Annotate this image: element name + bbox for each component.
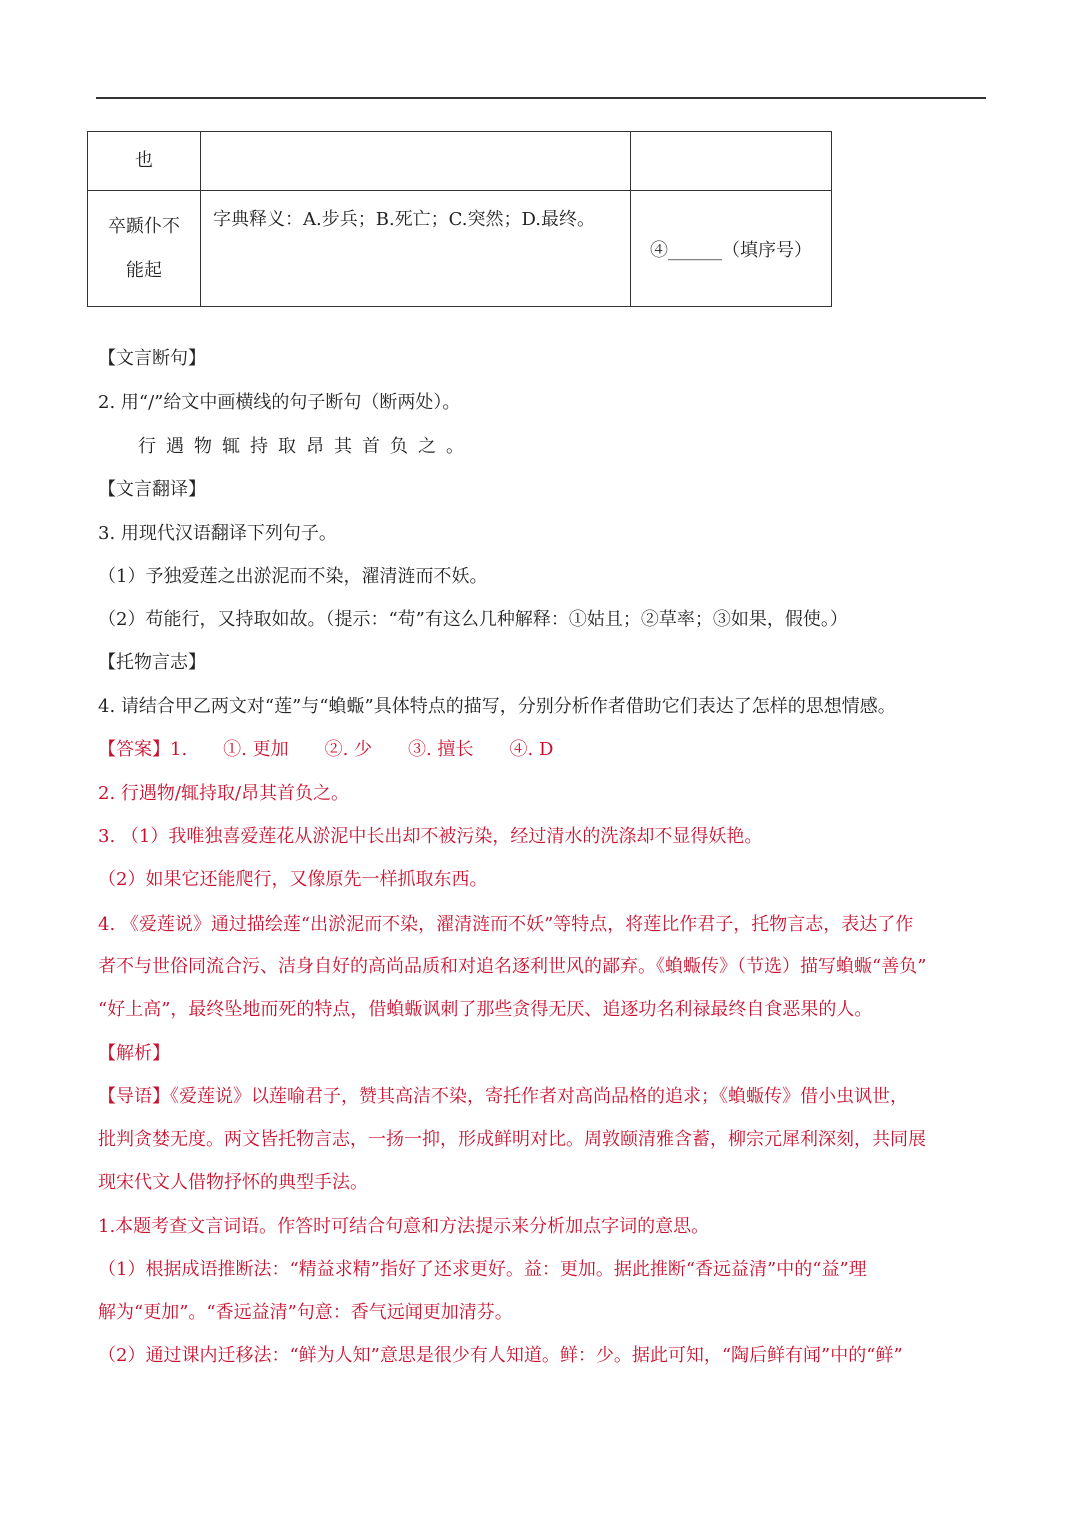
intro-line-2: 批判贪婪无度。两文皆托物言志，一扬一抑，形成鲜明对比。周敦颐清雅含蓄，柳宗元犀利深刻，共同展	[98, 1129, 926, 1150]
analysis-heading: 【解析】	[98, 1043, 170, 1064]
header-rule	[96, 97, 986, 99]
intro-line-1: 【导语】《爱莲说》以莲喻君子，赞其高洁不染，寄托作者对高尚品格的追求；《蝜蝂传》借小虫讽世，	[98, 1086, 908, 1107]
sentence-to-punctuate: 行遇物辄持取昂其首负之。	[138, 436, 474, 457]
answer-2: 2. 行遇物/辄持取/昂其首负之。	[98, 783, 350, 804]
question-3-2: （2）苟能行，又持取如故。（提示：“苟”有这么几种解释：①姑且；②草率；③如果，假使。）	[98, 609, 848, 630]
analysis-1-2-line-1: （2）通过课内迁移法：“鲜为人知”意思是很少有人知道。鲜：少。据此可知，“陶后鲜有闻”中的“鲜”	[98, 1345, 903, 1366]
table-cell-definition: 字典释义：A.步兵；B.死亡；C.突然；D.最终。	[201, 191, 631, 307]
table-cell-answer	[631, 132, 832, 191]
question-3-1: （1）予独爱莲之出淤泥而不染，濯清涟而不妖。	[98, 566, 488, 587]
analysis-1-1-line-1: （1）根据成语推断法：“精益求精”指好了还求更好。益：更加。据此推断“香远益清”中的“益”理	[98, 1259, 867, 1280]
question-3: 3. 用现代汉语翻译下列句子。	[98, 523, 337, 544]
table-row	[88, 132, 832, 191]
table-cell-answer: ④______（填序号）	[631, 191, 832, 307]
answer-3-1: 3. （1）我唯独喜爱莲花从淤泥中长出却不被污染，经过清水的洗涤却不显得妖艳。	[98, 826, 763, 847]
analysis-1-1-line-2: 解为“更加”。“香远益清”句意：香气远闻更加清芬。	[98, 1302, 513, 1323]
table-cell-word: 也	[88, 132, 201, 191]
analysis-1: 1.本题考查文言词语。作答时可结合句意和方法提示来分析加点字词的意思。	[98, 1216, 710, 1237]
table-cell-definition	[201, 132, 631, 191]
question-2: 2. 用“/”给文中画横线的句子断句（断两处）。	[98, 392, 461, 413]
vocabulary-table	[87, 131, 832, 307]
section-heading: 【文言翻译】	[98, 479, 206, 500]
answer-4-line-2: 者不与世俗同流合污、洁身自好的高尚品质和对追名逐利世风的鄙弃。《蝜蝂传》（节选）描写蝜蝂“善负”	[98, 956, 927, 977]
answer-1: 【答案】1. ①. 更加 ②. 少 ③. 擅长 ④. D	[98, 739, 554, 760]
answer-4-line-3: “好上高”，最终坠地而死的特点，借蝜蝂讽刺了那些贪得无厌、追逐功名利禄最终自食恶果的人。	[98, 999, 873, 1020]
answer-3-2: （2）如果它还能爬行，又像原先一样抓取东西。	[98, 869, 488, 890]
answer-4-line-1: 4. 《爱莲说》通过描绘莲“出淤泥而不染，濯清涟而不妖”等特点，将莲比作君子，托物言志，表达了作	[98, 914, 914, 935]
section-heading: 【托物言志】	[98, 652, 206, 673]
section-heading: 【文言断句】	[98, 348, 206, 369]
intro-line-3: 现宋代文人借物抒怀的典型手法。	[98, 1172, 368, 1193]
question-4: 4. 请结合甲乙两文对“莲”与“蝜蝂”具体特点的描写，分别分析作者借助它们表达了怎样的思想情感。	[98, 696, 896, 717]
table-cell-word: 卒踬仆不能起	[88, 191, 201, 307]
table-row	[88, 191, 832, 307]
